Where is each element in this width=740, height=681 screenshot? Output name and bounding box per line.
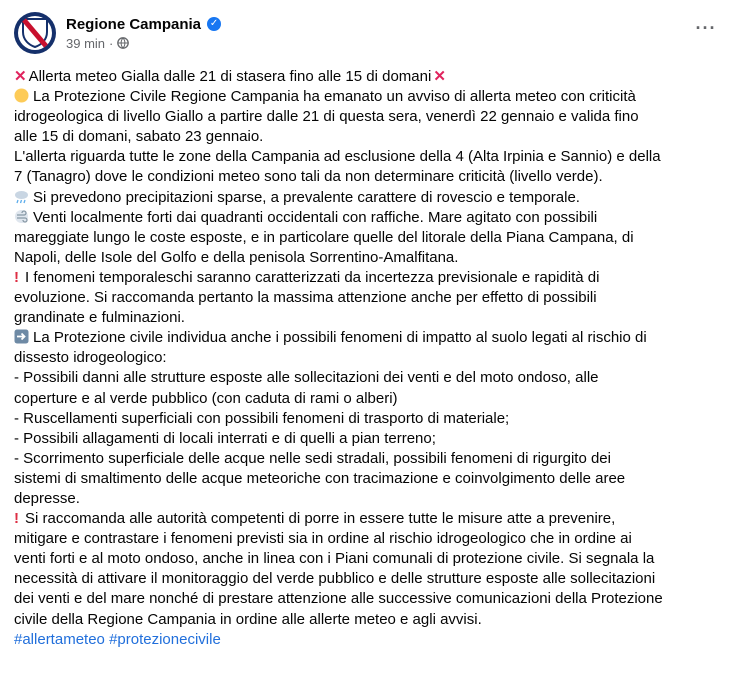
page-avatar[interactable] xyxy=(14,12,56,54)
post-line: mareggiate lungo le coste esposte, e in particolare quelle del litorale della Piana Campana, di xyxy=(14,228,634,246)
post-line: Napoli, delle Isole del Golfo e della penisola Sorrentino-Amalfitana. xyxy=(14,248,459,266)
post-line: dei venti e del mare nonché di prestare attenzione alle successive comunicazioni della Protezione xyxy=(14,590,663,608)
exclamation-icon: ! xyxy=(14,268,19,286)
post-line: 7 (Tanagro) dove le condizioni meteo sono tali da non determinare criticità (livello verde). xyxy=(14,168,603,186)
post-line: sistemi di smaltimento delle acque meteoriche con tracimazione e coinvolgimento delle aree xyxy=(14,469,626,487)
post-line: ✕ Allerta meteo Gialla dalle 21 di stasera fino alle 15 di domani ✕ xyxy=(14,67,724,87)
right-arrow-icon xyxy=(14,329,29,344)
post-line: - Scorrimento superficiale delle acque nelle sedi stradali, possibili fenomeni di rigurgito dei xyxy=(14,449,611,467)
post-line: necessità di attivare il monitoraggio del verde pubblico e delle strutture esposte alle sollecitazioni xyxy=(14,570,656,588)
post-line: - Possibili danni alle strutture esposte alle sollecitazioni dei venti e del moto ondoso, alle xyxy=(14,369,599,387)
post-body xyxy=(14,67,724,650)
post-line: La Protezione Civile Regione Campania ha emanato un avviso di allerta meteo con criticità xyxy=(14,87,724,107)
post-meta xyxy=(66,16,221,51)
hashtag-link[interactable]: #allertameteo xyxy=(14,630,105,648)
post-line: idrogeologica di livello Giallo a partire dalle 21 di questa sera, venerdì 22 gennaio e valida fino xyxy=(14,108,639,126)
post-line: depresse. xyxy=(14,489,80,507)
post-header xyxy=(14,8,724,58)
post-line: alle 15 di domani, sabato 23 gennaio. xyxy=(14,128,264,146)
more-options-button[interactable]: ··· xyxy=(695,17,717,38)
post-line: mitigare e contrastare i fenomeni previsti sia in ordine al rischio idrogeologico che in ordine ai xyxy=(14,530,632,548)
post-line: dissesto idrogeologico: xyxy=(14,349,167,367)
yellow-circle-icon xyxy=(14,88,29,103)
post-line: - Ruscellamenti superficiali con possibili fenomeni di trasporto di materiale; xyxy=(14,409,510,427)
post-subtitle xyxy=(66,36,221,51)
page-name[interactable]: Regione Campania xyxy=(66,15,202,33)
cross-mark-icon: ✕ xyxy=(433,68,446,85)
exclamation-icon: ! xyxy=(14,510,19,528)
cross-mark-icon: ✕ xyxy=(14,68,27,85)
post-line: L'allerta riguarda tutte le zone della Campania ad esclusione della 4 (Alta Irpinia e Sannio) e della xyxy=(14,148,661,166)
globe-icon xyxy=(117,37,129,49)
wind-icon xyxy=(14,209,29,224)
post-line: venti forti e al moto ondoso, anche in linea con i Piani comunali di protezione civile. Si segnala la xyxy=(14,550,655,568)
post-line: coperture e al verde pubblico (con caduta di rami o alberi) xyxy=(14,389,398,407)
post-line: grandinate e fulminazioni. xyxy=(14,309,185,327)
post-line: evoluzione. Si raccomanda pertanto la massima attenzione anche per effetto di possibili xyxy=(14,289,597,307)
post-line: La Protezione civile individua anche i possibili fenomeni di impatto al suolo legati al rischio di xyxy=(14,328,724,348)
hashtag-link[interactable]: #protezionecivile xyxy=(109,630,221,648)
coat-of-arms-icon xyxy=(18,16,52,50)
post-line: Si prevedono precipitazioni sparse, a prevalente carattere di rovescio e temporale. xyxy=(14,188,724,208)
verified-badge-icon: ✓ xyxy=(207,17,221,31)
author-row xyxy=(66,16,221,33)
post-line: ! I fenomeni temporaleschi saranno caratterizzati da incertezza previsionale e rapidità di xyxy=(14,268,724,288)
meta-separator: · xyxy=(109,35,114,51)
post-line: ! Si raccomanda alle autorità competenti di porre in essere tutte le misure atte a prevenire, xyxy=(14,509,724,529)
post-line: Venti localmente forti dai quadranti occidentali con raffiche. Mare agitato con possibili xyxy=(14,208,724,228)
post-timestamp[interactable]: 39 min xyxy=(66,35,106,51)
cloud-rain-icon xyxy=(14,189,29,204)
post-line: civile della Regione Campania in ordine alle allerte meteo e agli avvisi. xyxy=(14,610,482,628)
post-line: - Possibili allagamenti di locali interrati e di quelli a pian terreno; xyxy=(14,429,436,447)
hashtags-line xyxy=(14,630,724,650)
